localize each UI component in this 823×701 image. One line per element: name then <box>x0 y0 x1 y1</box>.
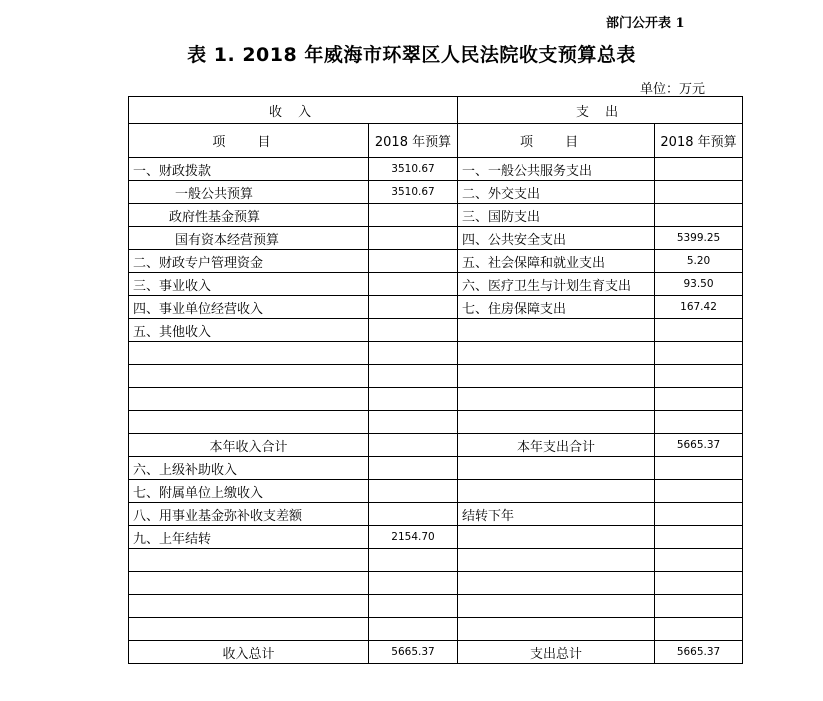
expense-value-cell <box>655 457 743 480</box>
income-value-cell <box>369 227 458 250</box>
income-item-cell <box>129 549 369 572</box>
table-row <box>129 618 743 641</box>
table-row <box>129 319 743 342</box>
table-row <box>129 549 743 572</box>
income-item-cell: 一、财政拨款 <box>129 158 369 181</box>
income-item-cell: 本年收入合计 <box>129 434 369 457</box>
expense-value-cell <box>655 365 743 388</box>
expense-item-cell <box>458 411 655 434</box>
section-header-row <box>129 97 743 124</box>
table-row <box>129 641 743 664</box>
expense-value-cell: 167.42 <box>655 296 743 319</box>
income-value-cell: 3510.67 <box>369 158 458 181</box>
income-value-cell <box>369 411 458 434</box>
income-item-cell: 四、事业单位经营收入 <box>129 296 369 319</box>
income-item-cell: 九、上年结转 <box>129 526 369 549</box>
income-item-cell: 八、用事业基金弥补收支差额 <box>129 503 369 526</box>
expense-item-cell <box>458 549 655 572</box>
expense-item-cell <box>458 526 655 549</box>
income-value-cell <box>369 365 458 388</box>
expense-value-cell <box>655 526 743 549</box>
table-row <box>129 296 743 319</box>
column-header-row <box>129 124 743 158</box>
income-item-cell: 六、上级补助收入 <box>129 457 369 480</box>
table-row <box>129 250 743 273</box>
expense-section-header: 支 出 <box>458 97 743 124</box>
document-tag: 部门公开表 1 <box>606 16 685 31</box>
income-item-cell <box>129 595 369 618</box>
expense-value-cell <box>655 158 743 181</box>
expense-value-cell <box>655 503 743 526</box>
income-value-cell <box>369 503 458 526</box>
income-value-cell <box>369 204 458 227</box>
income-value-cell <box>369 273 458 296</box>
income-value-cell: 5665.37 <box>369 641 458 664</box>
table-row <box>129 434 743 457</box>
table-row <box>129 480 743 503</box>
expense-value-cell <box>655 411 743 434</box>
expense-item-cell <box>458 480 655 503</box>
income-item-cell: 五、其他收入 <box>129 319 369 342</box>
unit-label: 单位：万元 <box>640 82 706 97</box>
expense-value-cell: 93.50 <box>655 273 743 296</box>
budget-table <box>128 96 743 664</box>
expense-budget-header: 2018 年预算 <box>655 124 743 158</box>
income-value-cell <box>369 618 458 641</box>
expense-value-cell <box>655 480 743 503</box>
expense-item-cell <box>458 572 655 595</box>
expense-value-cell <box>655 181 743 204</box>
table-row <box>129 457 743 480</box>
income-item-cell <box>129 342 369 365</box>
income-value-cell <box>369 457 458 480</box>
income-value-cell <box>369 342 458 365</box>
table-row <box>129 572 743 595</box>
income-value-cell <box>369 572 458 595</box>
expense-value-cell: 5665.37 <box>655 434 743 457</box>
expense-value-cell <box>655 388 743 411</box>
income-item-cell <box>129 388 369 411</box>
expense-value-cell <box>655 618 743 641</box>
income-item-cell: 七、附属单位上缴收入 <box>129 480 369 503</box>
expense-item-cell: 七、住房保障支出 <box>458 296 655 319</box>
income-item-cell <box>129 572 369 595</box>
table-row <box>129 388 743 411</box>
income-value-cell <box>369 595 458 618</box>
table-row <box>129 365 743 388</box>
income-item-header: 项 目 <box>129 124 369 158</box>
table-row <box>129 204 743 227</box>
income-item-cell: 一般公共预算 <box>129 181 369 204</box>
table-row <box>129 503 743 526</box>
table-row <box>129 342 743 365</box>
expense-value-cell <box>655 319 743 342</box>
income-item-cell: 政府性基金预算 <box>129 204 369 227</box>
page-title: 表 1. 2018 年威海市环翠区人民法院收支预算总表 <box>187 44 636 66</box>
expense-item-cell: 二、外交支出 <box>458 181 655 204</box>
table-row <box>129 526 743 549</box>
income-item-cell: 二、财政专户管理资金 <box>129 250 369 273</box>
expense-item-cell: 支出总计 <box>458 641 655 664</box>
table-row <box>129 158 743 181</box>
income-value-cell <box>369 549 458 572</box>
income-value-cell <box>369 480 458 503</box>
table-row <box>129 227 743 250</box>
expense-item-cell <box>458 388 655 411</box>
income-value-cell: 2154.70 <box>369 526 458 549</box>
expense-item-cell <box>458 457 655 480</box>
expense-value-cell: 5665.37 <box>655 641 743 664</box>
expense-item-cell: 一、一般公共服务支出 <box>458 158 655 181</box>
expense-item-header: 项 目 <box>458 124 655 158</box>
expense-item-cell <box>458 595 655 618</box>
income-item-cell <box>129 618 369 641</box>
expense-value-cell <box>655 342 743 365</box>
table-row <box>129 411 743 434</box>
expense-item-cell <box>458 319 655 342</box>
expense-item-cell: 六、医疗卫生与计划生育支出 <box>458 273 655 296</box>
expense-value-cell: 5399.25 <box>655 227 743 250</box>
expense-value-cell <box>655 595 743 618</box>
expense-item-cell <box>458 365 655 388</box>
expense-item-cell <box>458 618 655 641</box>
expense-value-cell <box>655 549 743 572</box>
income-value-cell <box>369 296 458 319</box>
income-item-cell <box>129 411 369 434</box>
expense-item-cell <box>458 342 655 365</box>
income-section-header: 收 入 <box>129 97 458 124</box>
income-value-cell <box>369 434 458 457</box>
expense-item-cell: 五、社会保障和就业支出 <box>458 250 655 273</box>
expense-item-cell: 本年支出合计 <box>458 434 655 457</box>
expense-item-cell: 三、国防支出 <box>458 204 655 227</box>
income-budget-header: 2018 年预算 <box>369 124 458 158</box>
income-item-cell: 国有资本经营预算 <box>129 227 369 250</box>
income-value-cell: 3510.67 <box>369 181 458 204</box>
table-row <box>129 273 743 296</box>
income-item-cell <box>129 365 369 388</box>
income-item-cell: 三、事业收入 <box>129 273 369 296</box>
income-value-cell <box>369 319 458 342</box>
table-row <box>129 595 743 618</box>
table-row <box>129 181 743 204</box>
income-value-cell <box>369 388 458 411</box>
expense-value-cell <box>655 204 743 227</box>
expense-item-cell: 四、公共安全支出 <box>458 227 655 250</box>
income-value-cell <box>369 250 458 273</box>
expense-value-cell: 5.20 <box>655 250 743 273</box>
expense-item-cell: 结转下年 <box>458 503 655 526</box>
income-item-cell: 收入总计 <box>129 641 369 664</box>
expense-value-cell <box>655 572 743 595</box>
